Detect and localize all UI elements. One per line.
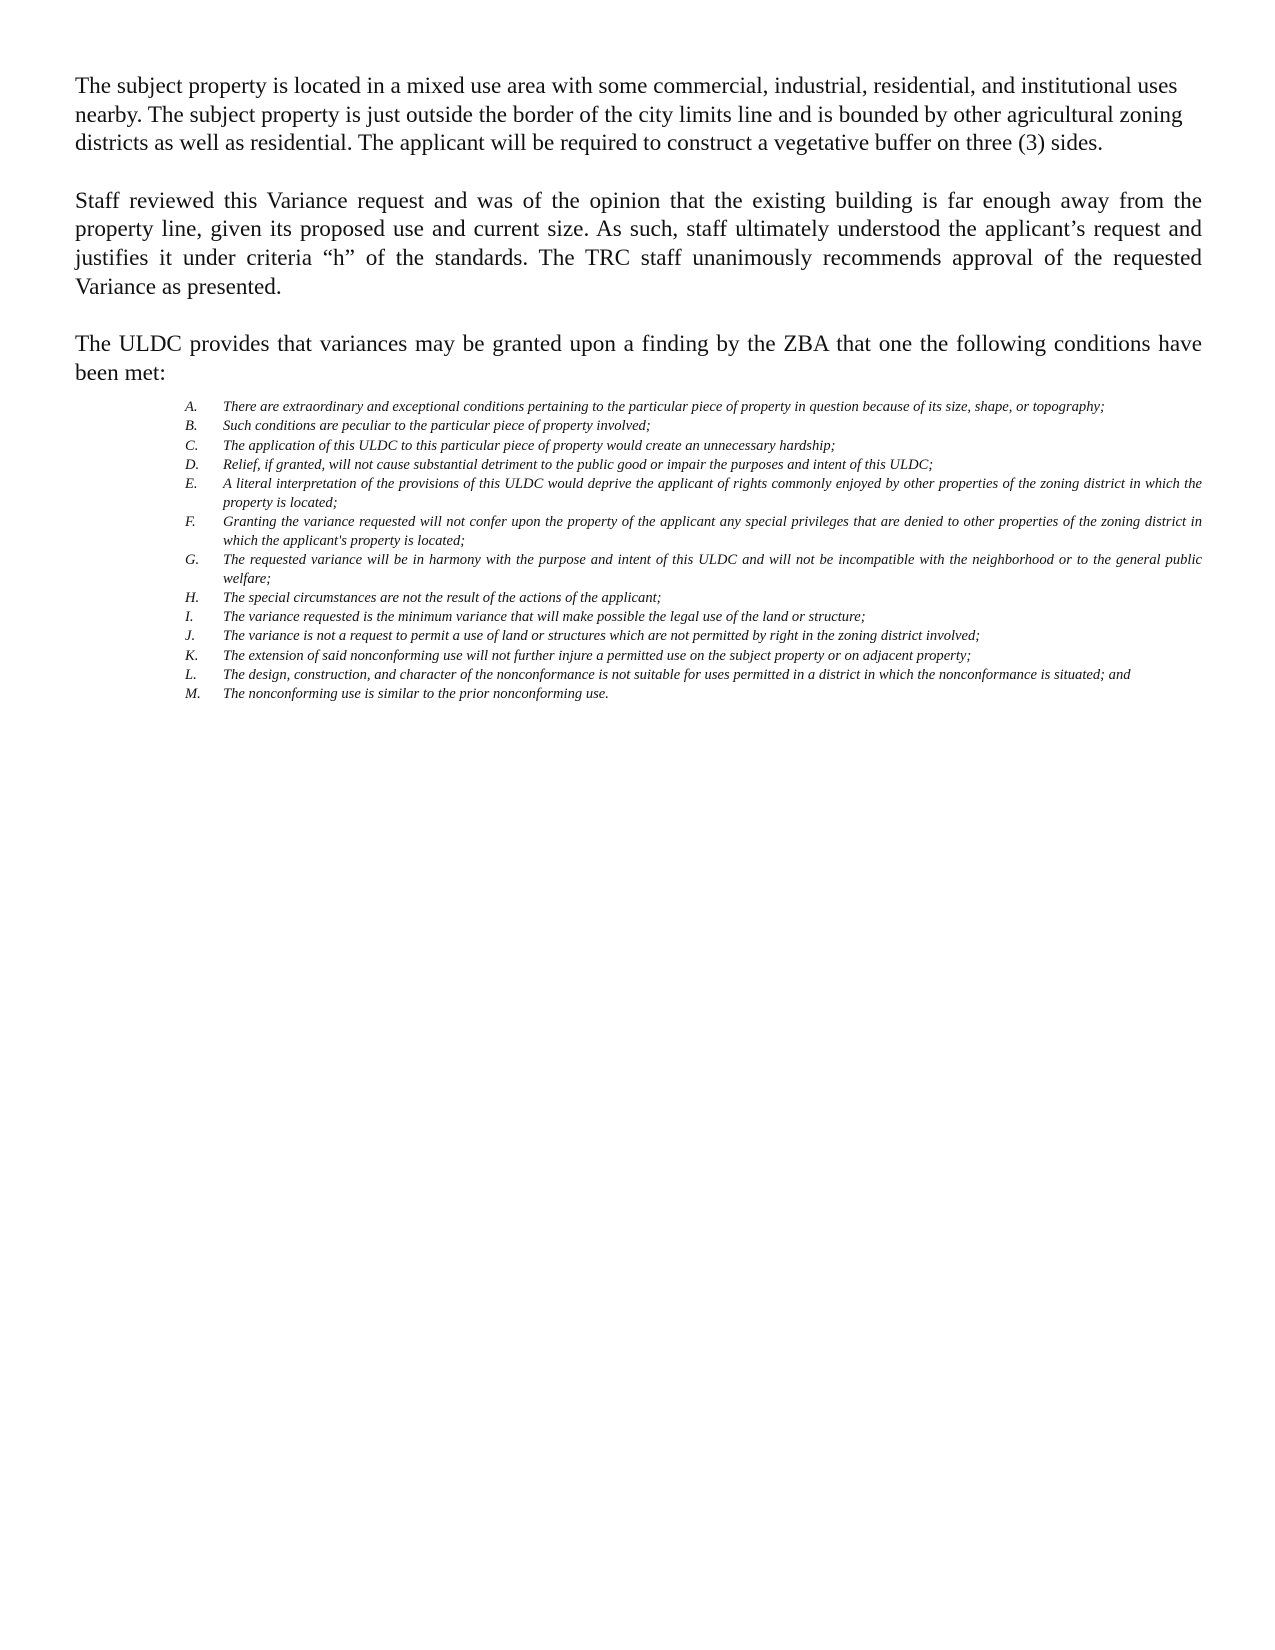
criterion-item	[185, 437, 1202, 456]
criterion-item	[185, 589, 1202, 608]
criterion-letter: J.	[185, 628, 196, 645]
document-page	[75, 72, 1202, 704]
criterion-letter: K.	[185, 647, 199, 664]
criterion-text: The nonconforming use is similar to the prior nonconforming use.	[223, 685, 609, 702]
criterion-item	[185, 666, 1202, 685]
criterion-letter: D.	[185, 456, 200, 473]
criterion-text: Granting the variance requested will not confer upon the property of the applicant any special privileges that are denied to other properties of the zoning district in which the applicant's property is located;	[223, 513, 1202, 549]
criterion-item	[185, 475, 1202, 513]
criterion-text: A literal interpretation of the provisions of this ULDC would deprive the applicant of rights commonly enjoyed by other properties of the zoning district in which the property is located;	[223, 475, 1202, 511]
criterion-text: The special circumstances are not the result of the actions of the applicant;	[223, 590, 662, 607]
criterion-text: The requested variance will be in harmony with the purpose and intent of this ULDC and will not be incompatible with the neighborhood or to the general public welfare;	[223, 552, 1202, 588]
criterion-text: The variance is not a request to permit a use of land or structures which are not permitted by right in the zoning district involved;	[223, 628, 981, 645]
paragraph-uldc-provision: The ULDC provides that variances may be granted upon a finding by the ZBA that one the following conditions have been met:	[75, 330, 1202, 386]
variance-criteria-list	[75, 398, 1202, 704]
criterion-letter: L.	[185, 666, 197, 683]
criterion-text: Such conditions are peculiar to the particular piece of property involved;	[223, 418, 651, 435]
criterion-item	[185, 456, 1202, 475]
paragraph-staff-review: Staff reviewed this Variance request and was of the opinion that the existing building is far enough away from the property line, given its proposed use and current size. As such, staff ultimately understood the applicant’s request and justifies it under criteria “h” of the standards. The TRC staff unanimously recommends approval of the requested Variance as presented.	[75, 187, 1202, 300]
criterion-text: There are extraordinary and exceptional conditions pertaining to the particular piece of property in question because of its size, shape, or topography;	[223, 399, 1105, 416]
criterion-item	[185, 685, 1202, 704]
criterion-text: The variance requested is the minimum variance that will make possible the legal use of the land or structure;	[223, 609, 866, 626]
criterion-text: The design, construction, and character of the nonconformance is not suitable for uses permitted in a district in which the nonconformance is situated; and	[223, 666, 1131, 683]
criterion-text: Relief, if granted, will not cause substantial detriment to the public good or impair the purposes and intent of this ULDC;	[223, 456, 934, 473]
criterion-letter: H.	[185, 590, 200, 607]
criterion-letter: I.	[185, 609, 194, 626]
criterion-item	[185, 627, 1202, 646]
paragraph-subject-property: The subject property is located in a mixed use area with some commercial, industrial, residential, and institutional uses nearby. The subject property is just outside the border of the city limits line and is bounded by other agricultural zoning districts as well as residential. The applicant will be required to construct a vegetative buffer on three (3) sides.	[75, 73, 1183, 157]
criterion-text: The extension of said nonconforming use will not further injure a permitted use on the subject property or on adjacent property;	[223, 647, 972, 664]
criterion-letter: F.	[185, 513, 196, 530]
criterion-letter: E.	[185, 475, 198, 492]
criterion-item	[185, 608, 1202, 627]
criterion-item	[185, 647, 1202, 666]
criterion-letter: M.	[185, 685, 201, 702]
criterion-item	[185, 417, 1202, 436]
criterion-letter: A.	[185, 399, 198, 416]
criterion-item	[185, 398, 1202, 417]
criterion-letter: C.	[185, 437, 199, 454]
criterion-item	[185, 513, 1202, 551]
criterion-text: The application of this ULDC to this particular piece of property would create an unnecessary hardship;	[223, 437, 836, 454]
criterion-letter: B.	[185, 418, 198, 435]
criterion-item	[185, 551, 1202, 589]
criterion-letter: G.	[185, 552, 200, 569]
